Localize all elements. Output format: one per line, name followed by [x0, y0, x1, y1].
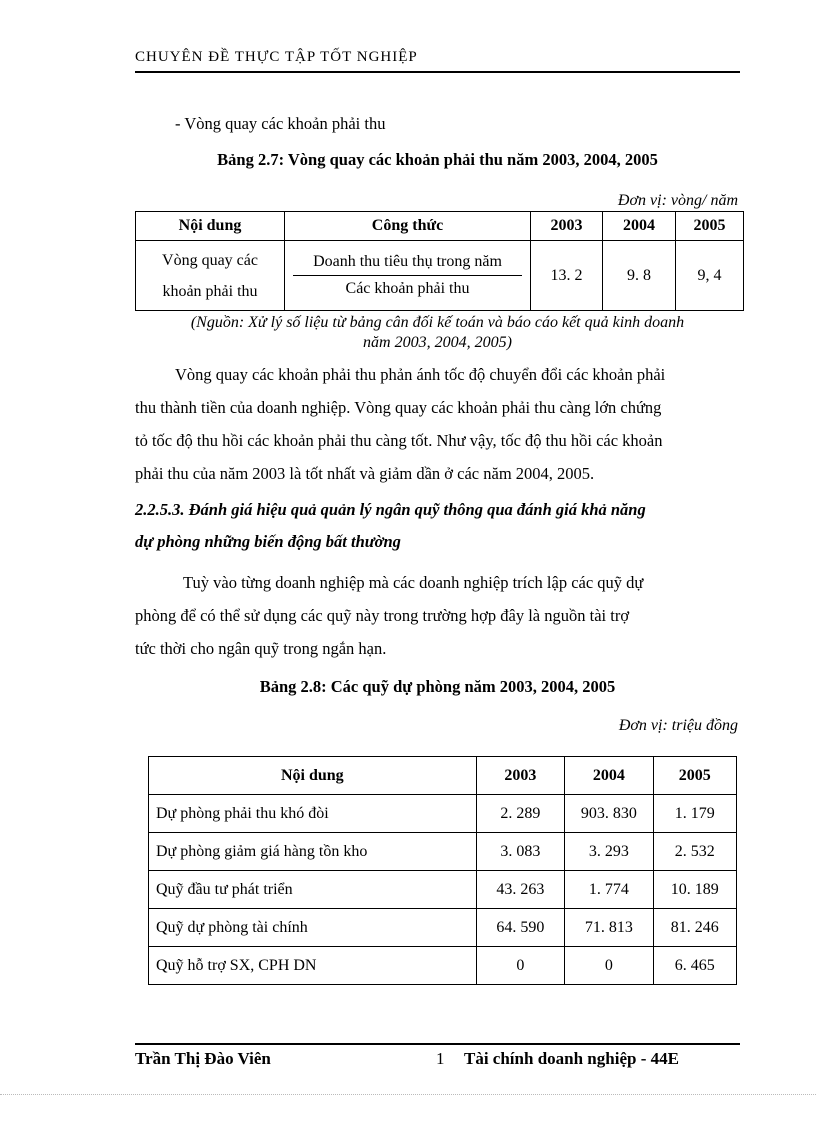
- paragraph2-line2: phòng để có thể sử dụng các quỹ này trong trường hợp đây là nguồn tài trợ: [135, 606, 630, 625]
- row-label: Quỹ hỗ trợ SX, CPH DN: [149, 947, 477, 985]
- table1-source-line2: năm 2003, 2004, 2005): [363, 334, 512, 351]
- footer-author: Trần Thị Đào Viên: [135, 1049, 271, 1068]
- table1-row-formula: [285, 241, 531, 311]
- receivables-turnover-table: [135, 211, 744, 311]
- paragraph-provision-funds: [135, 566, 740, 665]
- table2-header-2004: 2004: [565, 757, 653, 795]
- paragraph1-line1: Vòng quay các khoản phải thu phản ánh tốc độ chuyển đổi các khoản phải: [175, 365, 666, 384]
- table1-title: Bảng 2.7: Vòng quay các khoản phải thu năm 2003, 2004, 2005: [217, 150, 658, 169]
- table1-header-content: Nội dung: [136, 212, 285, 241]
- table1-row-label-line2: khoản phải thu: [162, 282, 258, 300]
- table-row: [149, 909, 737, 947]
- value-2003: 64. 590: [476, 909, 564, 947]
- table2-header-row: [149, 757, 737, 795]
- page-header-title: CHUYÊN ĐỀ THỰC TẬP TỐT NGHIỆP: [135, 49, 418, 65]
- table1-header-2005: 2005: [676, 212, 744, 241]
- row-label: Dự phòng giảm giá hàng tồn kho: [149, 833, 477, 871]
- value-2005: 6. 465: [653, 947, 736, 985]
- row-label: Quỹ đầu tư phát triển: [149, 871, 477, 909]
- footer-course: Tài chính doanh nghiệp - 44E: [464, 1049, 679, 1068]
- paragraph2-line3: tức thời cho ngân quỹ trong ngắn hạn.: [135, 639, 387, 658]
- table1-header-row: [136, 212, 744, 241]
- header-rule: [135, 71, 740, 73]
- section-heading: [135, 494, 740, 558]
- footer-page-number: 1: [436, 1049, 445, 1068]
- footer-rule: [135, 1043, 740, 1045]
- paragraph-receivables-analysis: [135, 358, 740, 490]
- row-label: Dự phòng phải thu khó đòi: [149, 795, 477, 833]
- table2-header-2003: 2003: [476, 757, 564, 795]
- page-bottom-divider: [0, 1094, 816, 1095]
- value-2004: 903. 830: [565, 795, 653, 833]
- paragraph1-line4: phải thu của năm 2003 là tốt nhất và giảm dần ở các năm 2004, 2005.: [135, 464, 595, 483]
- section-heading-line2: dự phòng những biến động bất thường: [135, 532, 401, 551]
- value-2004: 71. 813: [565, 909, 653, 947]
- paragraph2-line1: Tuỳ vào từng doanh nghiệp mà các doanh nghiệp trích lập các quỹ dự: [183, 573, 644, 592]
- provision-funds-table: [148, 756, 737, 985]
- table1-header-formula: Công thức: [285, 212, 531, 241]
- table1-value-2005: 9, 4: [676, 241, 744, 311]
- value-2003: 3. 083: [476, 833, 564, 871]
- table1-source: [135, 313, 740, 353]
- value-2005: 2. 532: [653, 833, 736, 871]
- table1-header-2003: 2003: [531, 212, 603, 241]
- table1-row-label-line1: Vòng quay các: [162, 251, 258, 269]
- table1-value-2003: 13. 2: [531, 241, 603, 311]
- value-2004: 0: [565, 947, 653, 985]
- section-heading-line1: 2.2.5.3. Đánh giá hiệu quả quản lý ngân quỹ thông qua đánh giá khả năng: [135, 500, 646, 519]
- paragraph1-line3: tỏ tốc độ thu hồi các khoản phải thu càng tốt. Như vậy, tốc độ thu hồi các khoản: [135, 431, 663, 450]
- table2-title: Bảng 2.8: Các quỹ dự phòng năm 2003, 2004, 2005: [259, 677, 616, 696]
- table2-header-2005: 2005: [653, 757, 736, 795]
- paragraph1-line2: thu thành tiền của doanh nghiệp. Vòng quay các khoản phải thu càng lớn chứng: [135, 398, 662, 417]
- value-2003: 2. 289: [476, 795, 564, 833]
- table1-unit: Đơn vị: vòng/ năm: [617, 192, 738, 209]
- table1-header-2004: 2004: [603, 212, 676, 241]
- formula-denominator: Các khoản phải thu: [345, 280, 470, 297]
- table-row: [149, 947, 737, 985]
- value-2003: 0: [476, 947, 564, 985]
- table-row: [149, 795, 737, 833]
- value-2005: 81. 246: [653, 909, 736, 947]
- formula-numerator: Doanh thu tiêu thụ trong năm: [293, 253, 522, 276]
- value-2004: 1. 774: [565, 871, 653, 909]
- value-2003: 43. 263: [476, 871, 564, 909]
- table2-header-content: Nội dung: [149, 757, 477, 795]
- value-2005: 1. 179: [653, 795, 736, 833]
- table1-row-label: [136, 241, 285, 311]
- table2-unit: Đơn vị: triệu đồng: [618, 717, 738, 734]
- table-row: [149, 833, 737, 871]
- value-2004: 3. 293: [565, 833, 653, 871]
- table1-value-2004: 9. 8: [603, 241, 676, 311]
- table-row: [149, 871, 737, 909]
- intro-list-item: - Vòng quay các khoản phải thu: [175, 114, 386, 133]
- table1-source-line1: (Nguồn: Xử lý số liệu từ bảng cân đối kế toán và báo cáo kết quả kinh doanh: [190, 314, 685, 331]
- row-label: Quỹ dự phòng tài chính: [149, 909, 477, 947]
- value-2005: 10. 189: [653, 871, 736, 909]
- table1-row: [136, 241, 744, 311]
